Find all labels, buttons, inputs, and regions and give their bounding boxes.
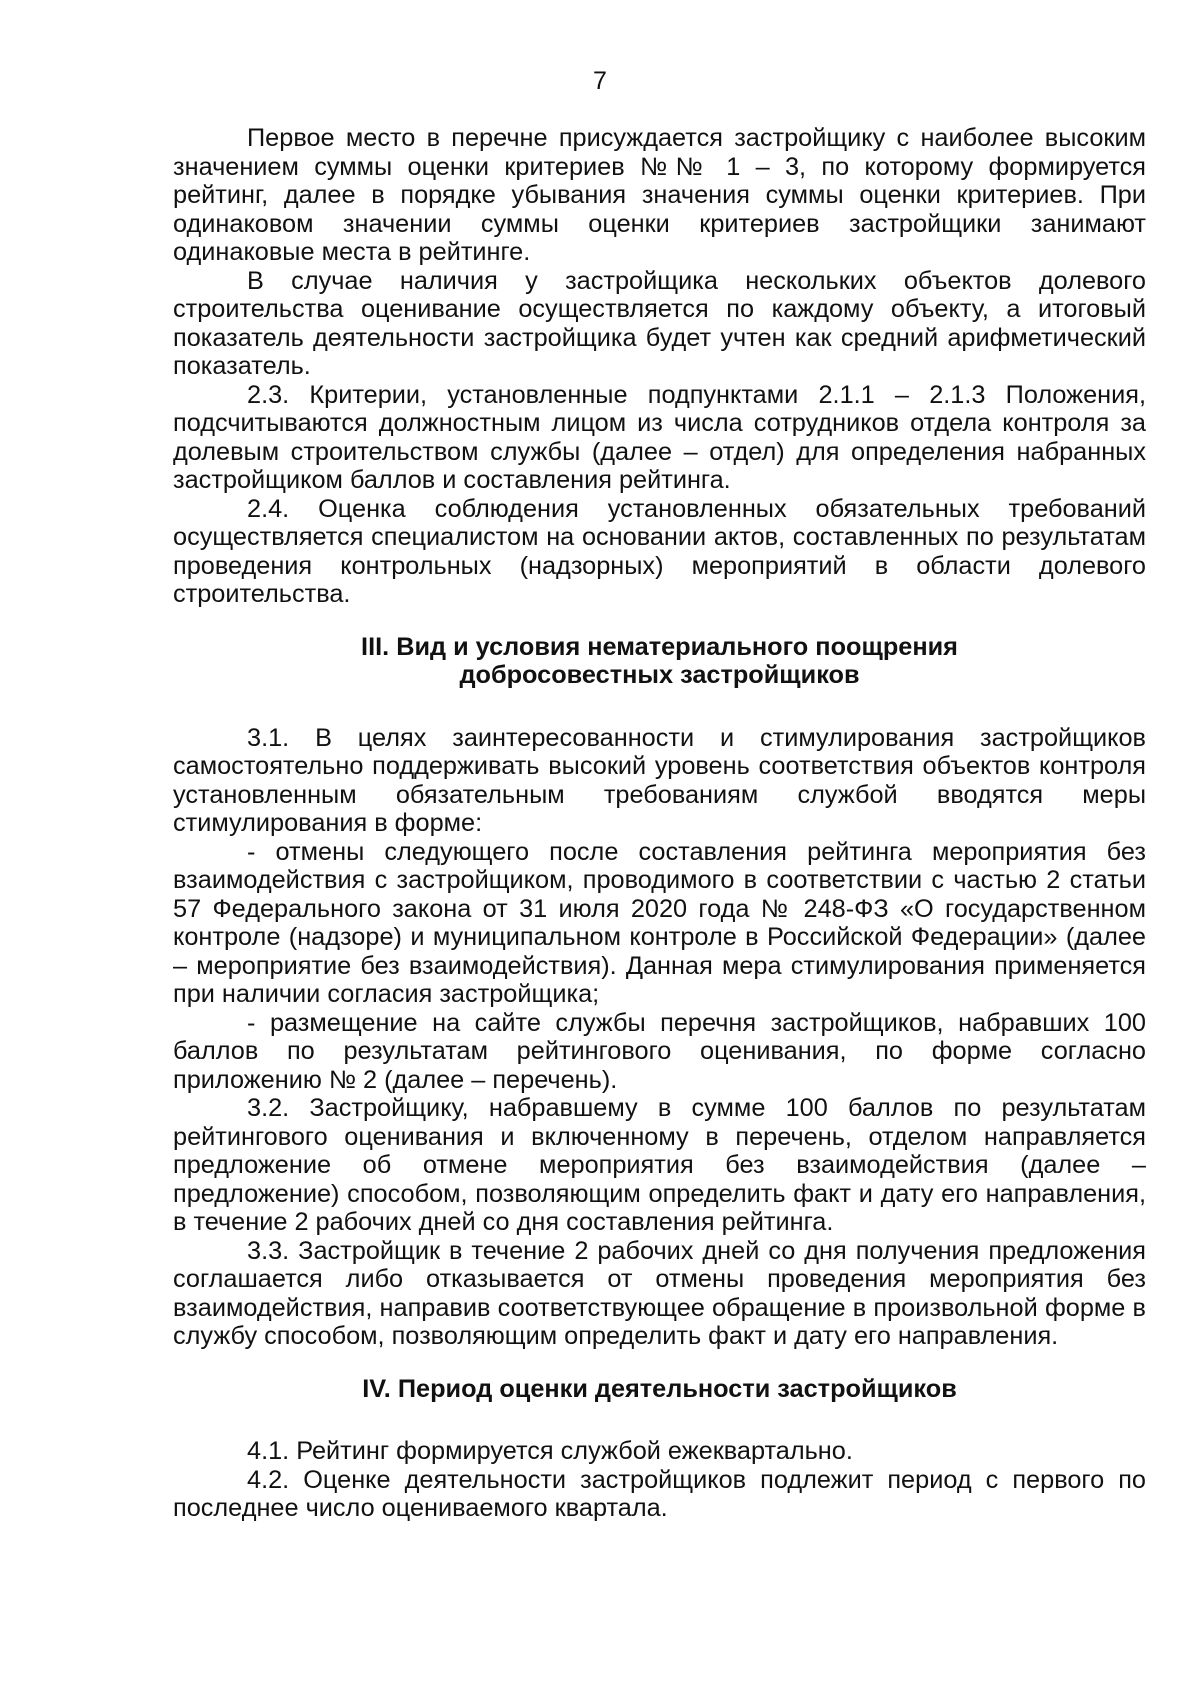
paragraph-3-2: 3.2. Застройщику, набравшему в сумме 100 баллов по результатам рейтингового оценивания и включенному в перечень, отделом направляется предложение об отмене мероприятия без взаимодействия (далее – предложение) способом, позволяющим определить факт и дату его направления, в течение 2 рабочих дней со дня составления рейтинга.	[173, 1094, 1146, 1236]
section-3-heading-line1: III. Вид и условия нематериального поощрения	[361, 632, 958, 661]
paragraph-3-1-item-publish: - размещение на сайте службы перечня застройщиков, набравших 100 баллов по результатам рейтингового оценивания, по форме согласно приложению № 2 (далее – перечень).	[173, 1008, 1146, 1094]
paragraph-first-place: Первое место в перечне присуждается застройщику с наиболее высоким значением суммы оценки критериев №№ 1 – 3, по которому формируется рейтинг, далее в порядке убывания значения суммы оценки критериев. При одинаковом значении суммы оценки критериев застройщики занимают одинаковые места в рейтинге.	[173, 124, 1146, 266]
paragraph-3-1: 3.1. В целях заинтересованности и стимулирования застройщиков самостоятельно поддерживать высокий уровень соответствия объектов контроля установленным обязательным требованиям службой вводятся меры стимулирования в форме:	[173, 723, 1146, 837]
page-number: 7	[593, 67, 607, 95]
section-3-heading-line2: добросовестных застройщиков	[459, 661, 860, 689]
paragraph-2-4: 2.4. Оценка соблюдения установленных обязательных требований осуществляется специалистом на основании актов, составленных по результатам проведения контрольных (надзорных) мероприятий в области долевого строительства.	[173, 494, 1146, 608]
paragraph-2-3: 2.3. Критерии, установленные подпунктами 2.1.1 – 2.1.3 Положения, подсчитываются должностным лицом из числа сотрудников отдела контроля за долевым строительством службы (далее – отдел) для определения набранных застройщиком баллов и составления рейтинга.	[173, 380, 1146, 494]
paragraph-multiple-objects: В случае наличия у застройщика нескольких объектов долевого строительства оценивание осуществляется по каждому объекту, а итоговый показатель деятельности застройщика будет учтен как средний арифметический показатель.	[173, 266, 1146, 380]
document-body	[173, 124, 1146, 1523]
paragraph-4-1: 4.1. Рейтинг формируется службой ежеквартально.	[247, 1437, 853, 1465]
section-4-heading: IV. Период оценки деятельности застройщиков	[362, 1374, 957, 1403]
section-3-heading	[173, 633, 1146, 690]
paragraph-4-2: 4.2. Оценке деятельности застройщиков подлежит период с первого по последнее число оцениваемого квартала.	[173, 1465, 1146, 1522]
paragraph-3-1-item-cancel: - отмены следующего после составления рейтинга мероприятия без взаимодействия с застройщиком, проводимого в соответствии с частью 2 статьи 57 Федерального закона от 31 июля 2020 года № 248-ФЗ «О государственном контроле (надзоре) и муниципальном контроле в Российской Федерации» (далее – мероприятие без взаимодействия). Данная мера стимулирования применяется при наличии согласия застройщика;	[173, 837, 1146, 1008]
paragraph-3-3: 3.3. Застройщик в течение 2 рабочих дней со дня получения предложения соглашается либо отказывается от отмены проведения мероприятия без взаимодействия, направив соответствующее обращение в произвольной форме в службу способом, позволяющим определить факт и дату его направления.	[173, 1236, 1146, 1350]
